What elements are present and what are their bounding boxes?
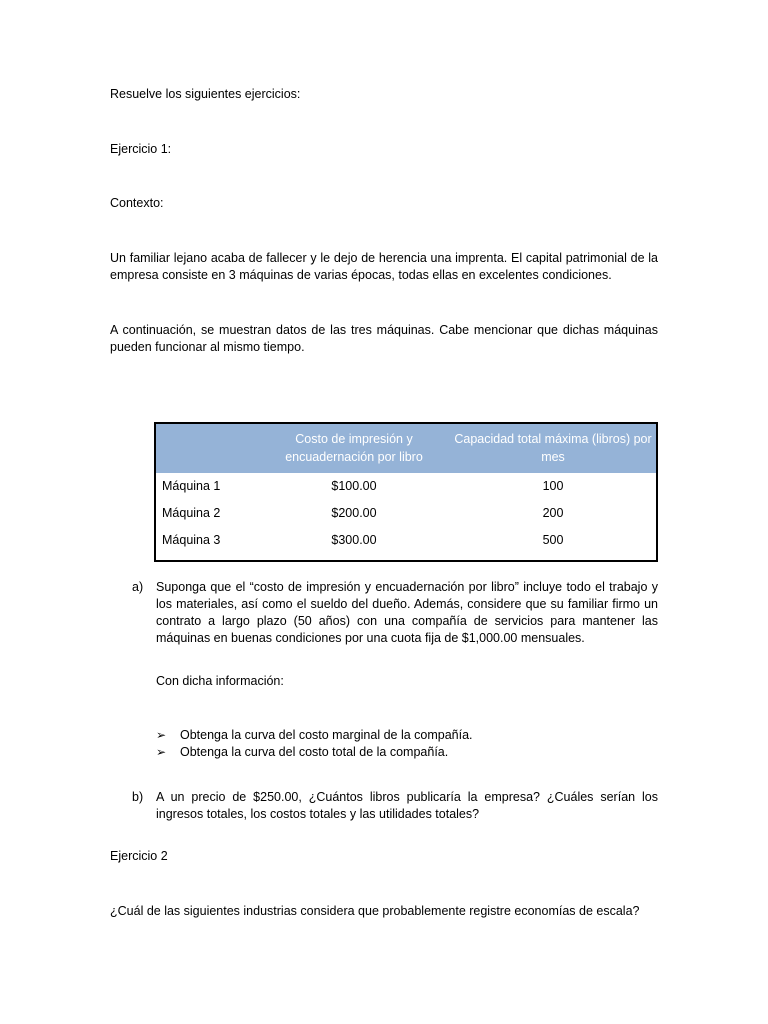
machines-table (154, 422, 658, 562)
list-item (156, 744, 656, 761)
item-a-marker: a) (132, 580, 144, 594)
bullet-text: Obtenga la curva del costo total de la compañía. (180, 745, 449, 759)
machine-capacity: 100 (542, 479, 564, 493)
table-row (155, 473, 657, 501)
machine-cost: $300.00 (331, 533, 377, 547)
table-row (155, 527, 657, 561)
table-row (155, 500, 657, 527)
context-paragraph-1: Un familiar lejano acaba de fallecer y le dejo de herencia una imprenta. El capital patrimonial de la empresa consiste en 3 máquinas de varias épocas, todas ellas en excelentes condiciones. (110, 251, 658, 282)
machine-name: Máquina 1 (162, 479, 221, 493)
ejercicio-2-title: Ejercicio 2 (110, 849, 168, 863)
contexto-title: Contexto: (110, 196, 164, 210)
item-a-text: Suponga que el “costo de impresión y encuadernación por libro” incluye todo el trabajo y los materiales, así como el sueldo del dueño. Además, considere que su familiar firmo un contrato a largo plazo (50 años) con una compañía de servicios para mantener las máquinas en buenas condiciones por una cuota fija de $1,000.00 mensuales. (156, 580, 658, 645)
machine-cost: $200.00 (331, 506, 377, 520)
exercise-item-a (132, 579, 658, 647)
machine-name: Máquina 3 (162, 533, 221, 547)
header-cost: Costo de impresión y encuadernación por libro (258, 423, 450, 473)
list-item (156, 727, 656, 744)
header-blank (155, 423, 258, 473)
machine-name: Máquina 2 (162, 506, 221, 520)
machine-cost: $100.00 (331, 479, 377, 493)
context-paragraph-2: A continuación, se muestran datos de las tres máquinas. Cabe mencionar que dichas máquinas pueden funcionar al mismo tiempo. (110, 323, 658, 354)
question-text: ¿Cuál de las siguientes industrias considera que probablemente registre economías de escala? (110, 904, 640, 918)
table-header-row (155, 423, 657, 473)
arrow-bullet-icon: ➢ (156, 728, 167, 742)
con-dicha-text: Con dicha información: (156, 674, 284, 688)
intro-text: Resuelve los siguientes ejercicios: (110, 87, 301, 101)
machine-capacity: 200 (542, 506, 564, 520)
ejercicio-1-title: Ejercicio 1: (110, 142, 172, 156)
machine-capacity: 500 (542, 533, 564, 547)
bullet-text: Obtenga la curva del costo marginal de la compañía. (180, 728, 473, 742)
item-b-marker: b) (132, 790, 144, 804)
exercise-item-b (132, 789, 658, 823)
header-capacity: Capacidad total máxima (libros) por mes (450, 423, 657, 473)
item-b-text: A un precio de $250.00, ¿Cuántos libros publicaría la empresa? ¿Cuáles serían los ingresos totales, los costos totales y las utilidades totales? (156, 790, 658, 821)
arrow-bullet-icon: ➢ (156, 745, 167, 759)
